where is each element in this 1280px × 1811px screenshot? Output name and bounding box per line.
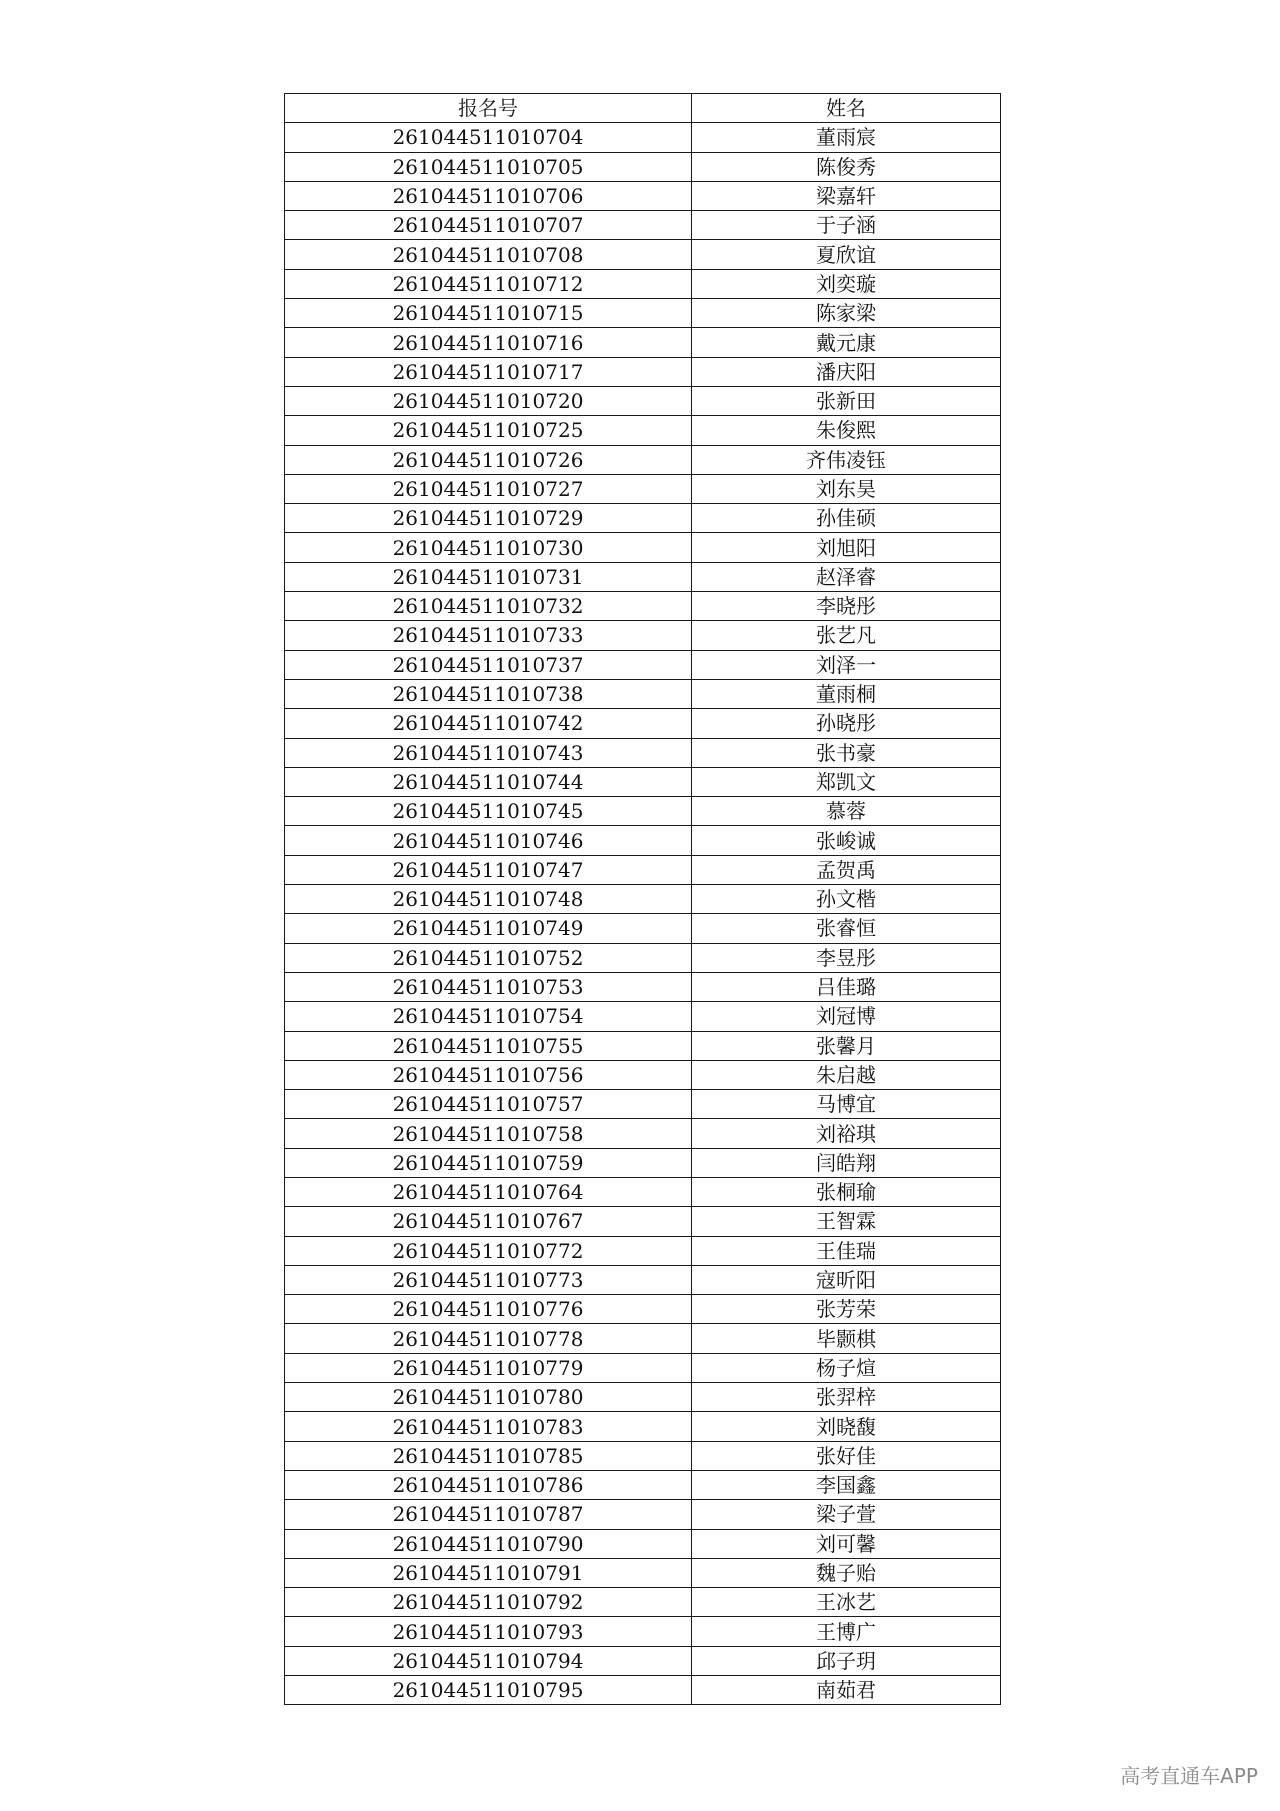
table-row [285, 504, 1001, 533]
registration-number-cell: 261044511010749 [285, 914, 692, 943]
registration-number-cell: 261044511010727 [285, 474, 692, 503]
registration-number-cell: 261044511010795 [285, 1676, 692, 1705]
table-row [285, 914, 1001, 943]
name-cell: 杨子煊 [692, 1353, 1001, 1382]
name-cell: 梁嘉轩 [692, 181, 1001, 210]
table-row [285, 1265, 1001, 1294]
registration-number-cell: 261044511010772 [285, 1236, 692, 1265]
registration-number-cell: 261044511010742 [285, 709, 692, 738]
registration-number-cell: 261044511010730 [285, 533, 692, 562]
registration-number-cell: 261044511010753 [285, 972, 692, 1001]
table-row [285, 1090, 1001, 1119]
name-cell: 刘冠博 [692, 1002, 1001, 1031]
registration-number-cell: 261044511010725 [285, 416, 692, 445]
name-cell: 张艺凡 [692, 621, 1001, 650]
table-row [285, 709, 1001, 738]
registration-number-cell: 261044511010737 [285, 650, 692, 679]
header-name: 姓名 [692, 94, 1001, 123]
table-row [285, 1383, 1001, 1412]
registration-number-cell: 261044511010758 [285, 1119, 692, 1148]
name-cell: 孙佳硕 [692, 504, 1001, 533]
name-cell: 郑凯文 [692, 767, 1001, 796]
registration-number-cell: 261044511010726 [285, 445, 692, 474]
name-cell: 刘晓馥 [692, 1412, 1001, 1441]
header-registration-number: 报名号 [285, 94, 692, 123]
registration-number-cell: 261044511010712 [285, 269, 692, 298]
registration-number-cell: 261044511010738 [285, 679, 692, 708]
name-cell: 夏欣谊 [692, 240, 1001, 269]
name-cell: 王智霖 [692, 1207, 1001, 1236]
name-cell: 孟贺禹 [692, 855, 1001, 884]
table-row [285, 1236, 1001, 1265]
registration-number-cell: 261044511010790 [285, 1529, 692, 1558]
name-cell: 梁子萱 [692, 1500, 1001, 1529]
table-row [285, 1558, 1001, 1587]
table-row [285, 416, 1001, 445]
name-cell: 孙晓彤 [692, 709, 1001, 738]
registration-number-cell: 261044511010704 [285, 123, 692, 152]
name-cell: 张睿恒 [692, 914, 1001, 943]
table-row [285, 1353, 1001, 1382]
registration-number-cell: 261044511010793 [285, 1617, 692, 1646]
watermark-text: 高考直通车APP [1120, 1764, 1258, 1788]
table-row [285, 562, 1001, 591]
name-cell: 吕佳璐 [692, 972, 1001, 1001]
table-row [285, 1617, 1001, 1646]
registration-number-cell: 261044511010791 [285, 1558, 692, 1587]
registration-number-cell: 261044511010743 [285, 738, 692, 767]
table-row [285, 972, 1001, 1001]
name-cell: 孙文楷 [692, 885, 1001, 914]
registration-number-cell: 261044511010705 [285, 152, 692, 181]
table-row [285, 1646, 1001, 1675]
name-cell: 王冰艺 [692, 1588, 1001, 1617]
table-row [285, 797, 1001, 826]
table-row [285, 1060, 1001, 1089]
table-row [285, 621, 1001, 650]
name-cell: 刘泽一 [692, 650, 1001, 679]
registration-number-cell: 261044511010752 [285, 943, 692, 972]
registration-number-cell: 261044511010776 [285, 1295, 692, 1324]
name-cell: 陈俊秀 [692, 152, 1001, 181]
table-row [285, 533, 1001, 562]
table-row [285, 1295, 1001, 1324]
registration-number-cell: 261044511010785 [285, 1441, 692, 1470]
name-cell: 张好佳 [692, 1441, 1001, 1470]
name-cell: 魏子贻 [692, 1558, 1001, 1587]
name-cell: 刘可馨 [692, 1529, 1001, 1558]
table-row [285, 1500, 1001, 1529]
registration-number-cell: 261044511010717 [285, 357, 692, 386]
registration-number-cell: 261044511010780 [285, 1383, 692, 1412]
name-cell: 戴元康 [692, 328, 1001, 357]
name-cell: 张羿梓 [692, 1383, 1001, 1412]
table-row [285, 1148, 1001, 1177]
registration-number-cell: 261044511010759 [285, 1148, 692, 1177]
table-row [285, 855, 1001, 884]
table-row [285, 885, 1001, 914]
name-cell: 朱俊熙 [692, 416, 1001, 445]
table-row [285, 474, 1001, 503]
name-cell: 张书豪 [692, 738, 1001, 767]
registration-number-cell: 261044511010708 [285, 240, 692, 269]
table-row [285, 1470, 1001, 1499]
name-cell: 毕颢棋 [692, 1324, 1001, 1353]
table-row [285, 592, 1001, 621]
table-row [285, 826, 1001, 855]
name-cell: 马博宜 [692, 1090, 1001, 1119]
name-cell: 于子涵 [692, 211, 1001, 240]
table-row [285, 1207, 1001, 1236]
registration-number-cell: 261044511010786 [285, 1470, 692, 1499]
table-row [285, 445, 1001, 474]
registration-number-cell: 261044511010715 [285, 299, 692, 328]
table-row [285, 1177, 1001, 1206]
table-row [285, 328, 1001, 357]
table-row [285, 1119, 1001, 1148]
table-row [285, 123, 1001, 152]
table-row [285, 240, 1001, 269]
registration-number-cell: 261044511010746 [285, 826, 692, 855]
name-cell: 董雨桐 [692, 679, 1001, 708]
registration-number-cell: 261044511010787 [285, 1500, 692, 1529]
name-cell: 刘旭阳 [692, 533, 1001, 562]
name-cell: 张峻诚 [692, 826, 1001, 855]
roster-table [284, 93, 1001, 1705]
table-body [285, 123, 1001, 1705]
registration-number-cell: 261044511010755 [285, 1031, 692, 1060]
registration-number-cell: 261044511010716 [285, 328, 692, 357]
registration-number-cell: 261044511010732 [285, 592, 692, 621]
name-cell: 赵泽睿 [692, 562, 1001, 591]
name-cell: 王佳瑞 [692, 1236, 1001, 1265]
header-row [285, 94, 1001, 123]
table-row [285, 299, 1001, 328]
name-cell: 张馨月 [692, 1031, 1001, 1060]
registration-number-cell: 261044511010757 [285, 1090, 692, 1119]
registration-number-cell: 261044511010745 [285, 797, 692, 826]
table-row [285, 1588, 1001, 1617]
table-row [285, 767, 1001, 796]
registration-number-cell: 261044511010754 [285, 1002, 692, 1031]
name-cell: 张桐瑜 [692, 1177, 1001, 1206]
table-row [285, 738, 1001, 767]
table-row [285, 211, 1001, 240]
name-cell: 董雨宸 [692, 123, 1001, 152]
registration-number-cell: 261044511010720 [285, 386, 692, 415]
registration-number-cell: 261044511010729 [285, 504, 692, 533]
table-row [285, 181, 1001, 210]
registration-number-cell: 261044511010706 [285, 181, 692, 210]
name-cell: 齐伟凌钰 [692, 445, 1001, 474]
table-row [285, 357, 1001, 386]
table-header [285, 94, 1001, 123]
registration-number-cell: 261044511010778 [285, 1324, 692, 1353]
name-cell: 邱子玥 [692, 1646, 1001, 1675]
table-row [285, 269, 1001, 298]
registration-number-cell: 261044511010748 [285, 885, 692, 914]
table-row [285, 1002, 1001, 1031]
registration-number-cell: 261044511010773 [285, 1265, 692, 1294]
table-row [285, 1441, 1001, 1470]
name-cell: 寇昕阳 [692, 1265, 1001, 1294]
table-row [285, 152, 1001, 181]
name-cell: 刘东昊 [692, 474, 1001, 503]
registration-number-cell: 261044511010783 [285, 1412, 692, 1441]
name-cell: 张芳荣 [692, 1295, 1001, 1324]
name-cell: 李晓彤 [692, 592, 1001, 621]
registration-number-cell: 261044511010767 [285, 1207, 692, 1236]
name-cell: 刘裕琪 [692, 1119, 1001, 1148]
registration-number-cell: 261044511010747 [285, 855, 692, 884]
registration-number-cell: 261044511010707 [285, 211, 692, 240]
registration-number-cell: 261044511010756 [285, 1060, 692, 1089]
table-row [285, 1324, 1001, 1353]
table-row [285, 1031, 1001, 1060]
name-cell: 刘奕璇 [692, 269, 1001, 298]
table-row [285, 1529, 1001, 1558]
registration-number-cell: 261044511010764 [285, 1177, 692, 1206]
name-cell: 慕蓉 [692, 797, 1001, 826]
table-row [285, 1412, 1001, 1441]
table-row [285, 679, 1001, 708]
table-row [285, 386, 1001, 415]
registration-number-cell: 261044511010794 [285, 1646, 692, 1675]
name-cell: 南茹君 [692, 1676, 1001, 1705]
name-cell: 李国鑫 [692, 1470, 1001, 1499]
name-cell: 陈家梁 [692, 299, 1001, 328]
table-row [285, 943, 1001, 972]
table-row [285, 1676, 1001, 1705]
registration-number-cell: 261044511010731 [285, 562, 692, 591]
name-cell: 李昱彤 [692, 943, 1001, 972]
registration-number-cell: 261044511010733 [285, 621, 692, 650]
registration-number-cell: 261044511010744 [285, 767, 692, 796]
name-cell: 闫皓翔 [692, 1148, 1001, 1177]
name-cell: 王博广 [692, 1617, 1001, 1646]
name-cell: 朱启越 [692, 1060, 1001, 1089]
name-cell: 潘庆阳 [692, 357, 1001, 386]
table-row [285, 650, 1001, 679]
name-cell: 张新田 [692, 386, 1001, 415]
registration-number-cell: 261044511010792 [285, 1588, 692, 1617]
registration-number-cell: 261044511010779 [285, 1353, 692, 1382]
